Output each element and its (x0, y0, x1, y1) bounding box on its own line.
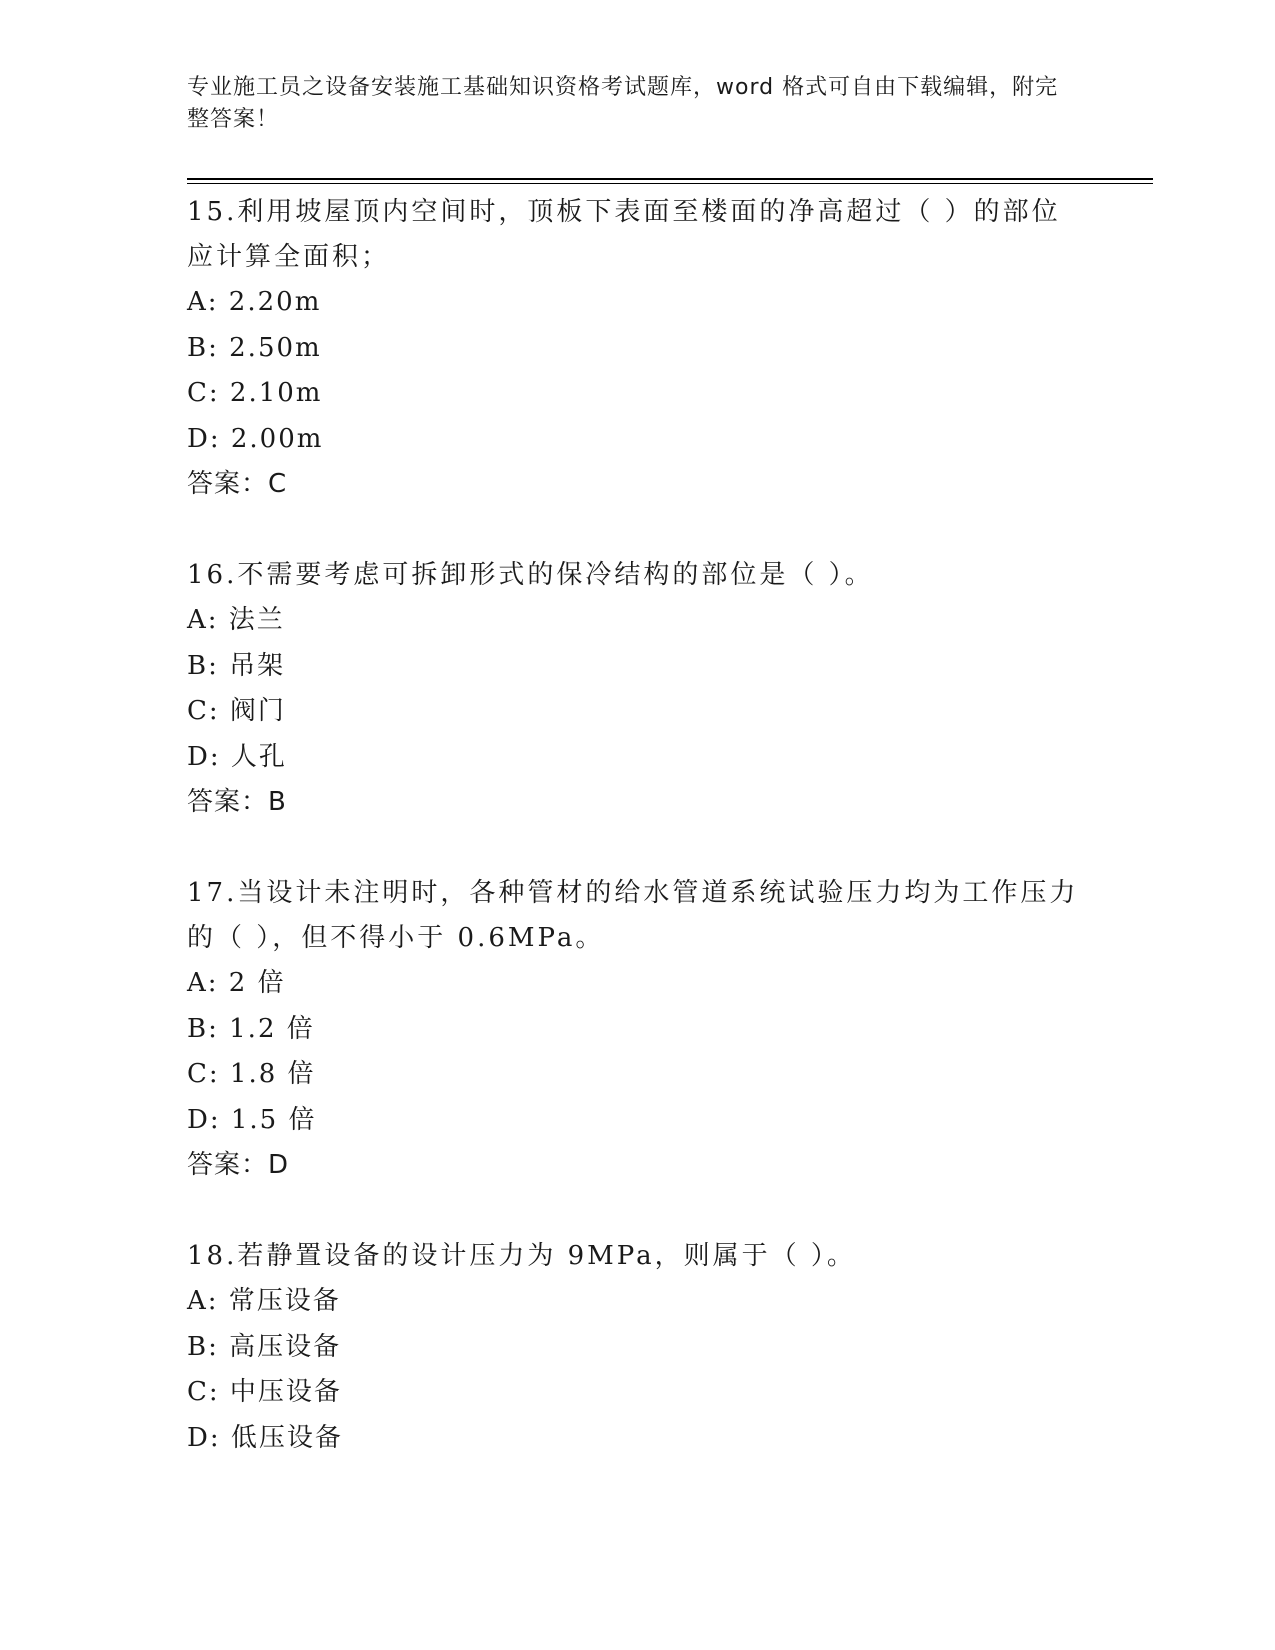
question-stem: 15.利用坡屋顶内空间时，顶板下表面至楼面的净高超过（ ）的部位应计算全面积； (187, 197, 1061, 272)
answer-label: 答案：B (187, 787, 287, 817)
option-d: D: 人孔 (187, 741, 287, 772)
header-divider-thick (187, 178, 1153, 180)
option-a: A: 常压设备 (187, 1286, 341, 1316)
question-17 (187, 871, 1087, 1188)
option-d: D: 2.00m (187, 423, 324, 454)
option-b: B: 1.2 倍 (187, 1013, 315, 1044)
question-list (187, 190, 1087, 1507)
option-b: B: 2.50m (187, 332, 322, 363)
question-16 (187, 553, 1087, 825)
question-stem: 17.当设计未注明时，各种管材的给水管道系统试验压力均为工作压力的（ ），但不得小于 0.6MPa。 (187, 878, 1079, 953)
option-d: D: 低压设备 (187, 1422, 343, 1453)
option-d: D: 1.5 倍 (187, 1104, 317, 1135)
question-stem: 18.若静置设备的设计压力为 9MPa，则属于（ ）。 (187, 1241, 856, 1271)
option-c: C: 阀门 (187, 696, 286, 726)
answer-label: 答案：C (187, 469, 288, 499)
question-18 (187, 1234, 1087, 1461)
option-c: C: 中压设备 (187, 1377, 342, 1407)
option-c: C: 2.10m (187, 378, 323, 408)
document-header: 专业施工员之设备安装施工基础知识资格考试题库，word 格式可自由下载编辑，附完整答案！ (187, 75, 1059, 132)
question-15 (187, 190, 1087, 507)
option-b: B: 高压设备 (187, 1331, 342, 1362)
option-a: A: 2 倍 (187, 968, 286, 998)
option-c: C: 1.8 倍 (187, 1059, 316, 1089)
question-stem: 16.不需要考虑可拆卸形式的保冷结构的部位是（ ）。 (187, 560, 874, 590)
answer-label: 答案：D (187, 1150, 290, 1180)
option-a: A: 法兰 (187, 605, 285, 635)
header-divider-thin (187, 183, 1153, 184)
option-b: B: 吊架 (187, 650, 286, 681)
option-a: A: 2.20m (187, 287, 322, 317)
